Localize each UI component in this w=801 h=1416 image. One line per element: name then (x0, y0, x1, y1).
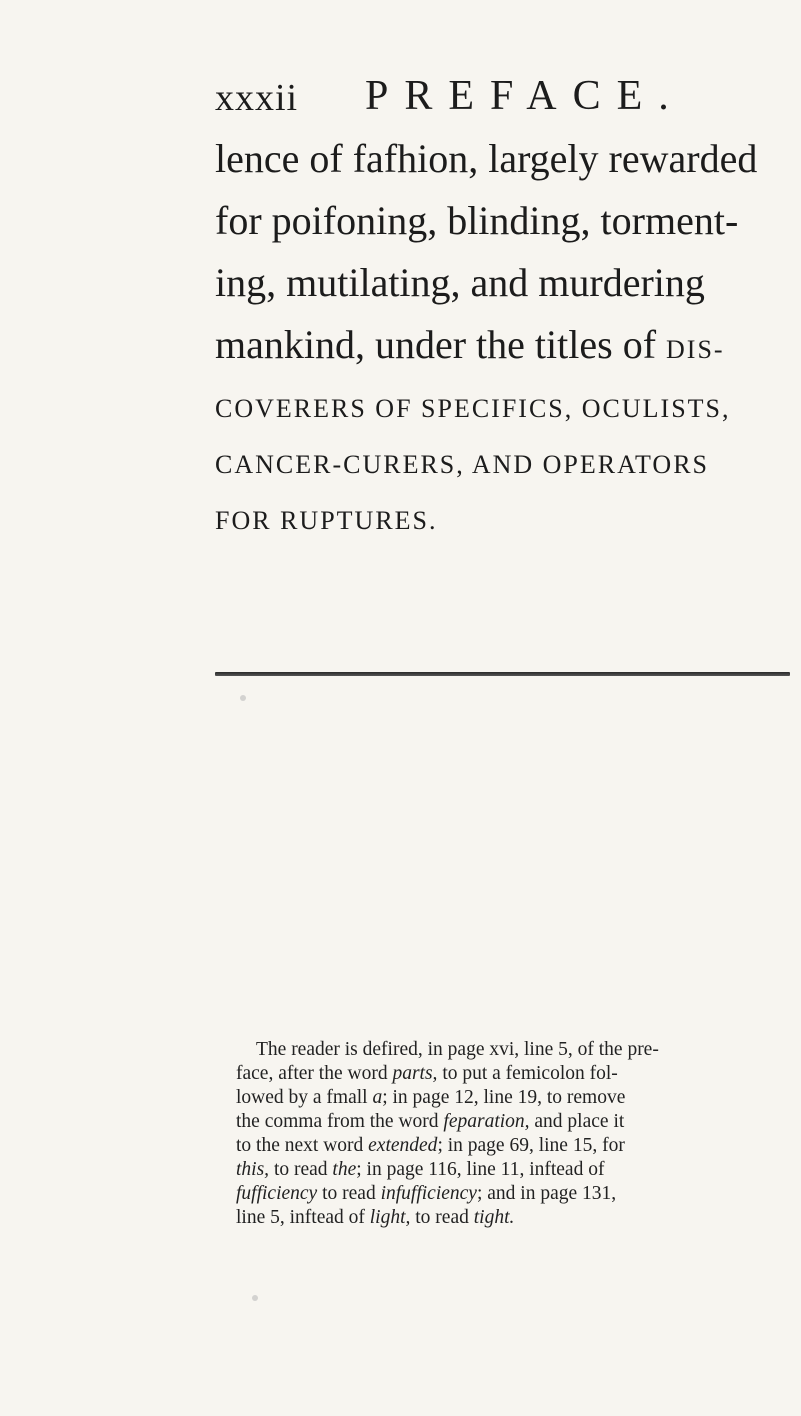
text-span: the comma from the word (236, 1111, 444, 1132)
errata-line (236, 1110, 776, 1134)
text-span: to read (317, 1183, 381, 1204)
errata-line (236, 1134, 776, 1158)
text-span: ; in page 116, line 11, inftead of (356, 1159, 605, 1180)
italic-span: this, (236, 1159, 270, 1180)
text-span: ; in page 69, line 15, for (437, 1135, 625, 1156)
text-span: to the next word (236, 1135, 369, 1156)
errata-line (236, 1158, 776, 1182)
text-span: ; and in page 131, (476, 1183, 617, 1204)
text-span: ; in page 12, line 19, to remove (382, 1087, 626, 1108)
small-caps-span: DIS- (666, 335, 725, 364)
italic-span: extended (368, 1135, 438, 1156)
text-span: mankind, under the titles of (215, 322, 667, 367)
italic-span: tight. (473, 1207, 515, 1228)
text-span: to read (410, 1207, 474, 1228)
errata-note (236, 1038, 776, 1230)
text-line: ing, mutilating, and murdering (215, 260, 705, 305)
errata-line (236, 1086, 776, 1110)
page-header (215, 66, 735, 120)
text-line: FOR RUPTURES. (215, 506, 438, 535)
text-span: line 5, inftead of (236, 1207, 370, 1228)
running-title: PREFACE. (365, 73, 685, 119)
italic-span: light, (369, 1207, 411, 1228)
errata-line: The reader is defired, in page xvi, line 5, of the pre- (256, 1039, 659, 1060)
text-span: lowed by a fmall (236, 1087, 373, 1108)
text-line: COVERERS OF SPECIFICS, OCULISTS, (215, 394, 731, 423)
body-paragraph (215, 128, 758, 544)
text-line: lence of fafhion, largely rewarded (215, 136, 758, 181)
errata-line (236, 1062, 776, 1086)
italic-span: infufficiency (380, 1183, 477, 1204)
errata-line (236, 1206, 776, 1230)
text-span: to read (269, 1159, 333, 1180)
text-line: CANCER-CURERS, AND OPERATORS (215, 450, 710, 479)
italic-span: feparation, (443, 1111, 530, 1132)
text-line (215, 314, 755, 376)
paper-speck (240, 695, 246, 701)
italic-span: the (332, 1159, 357, 1180)
text-line: for poifoning, blinding, torment- (215, 198, 739, 243)
horizontal-rule (215, 672, 790, 676)
page-number: xxxii (215, 77, 299, 119)
errata-line (236, 1182, 776, 1206)
text-span: and place it (529, 1111, 625, 1132)
text-span: face, after the word (236, 1063, 393, 1084)
italic-span: a (372, 1087, 383, 1108)
paper-speck (252, 1295, 258, 1301)
text-span: to put a femicolon fol- (437, 1063, 618, 1084)
italic-span: parts, (392, 1063, 438, 1084)
italic-span: fufficiency (236, 1183, 318, 1204)
